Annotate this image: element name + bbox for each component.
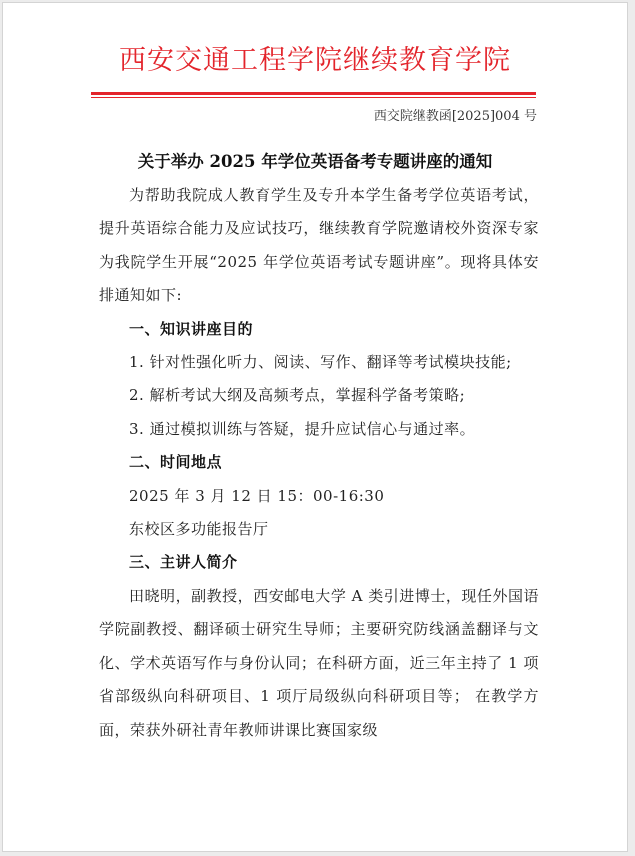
event-time: 2025 年 3 月 12 日 15：00-16:30 (129, 486, 385, 505)
org-title: 西安交通工程学院继续教育学院 (119, 45, 511, 76)
intro-paragraph: 为帮助我院成人教育学生及专升本学生备考学位英语考试，提升英语综合能力及应试技巧，继续教育学院邀请校外资深专家为我院学生开展“2025 年学位英语考试专题讲座”。现将具体安排通知如下: (99, 186, 539, 305)
document-page (2, 2, 628, 852)
notice-title: 关于举办 2025 年学位英语备考专题讲座的通知 (137, 152, 493, 171)
list-item: 3. 通过模拟训练与答疑，提升应试信心与通过率。 (129, 419, 476, 438)
header-rule-thick (91, 92, 536, 95)
event-location: 东校区多功能报告厅 (129, 520, 269, 539)
notice-body (99, 179, 539, 747)
document-number: 西交院继教函[2025]004 号 (373, 109, 537, 124)
section1-heading: 一、知识讲座目的 (129, 319, 254, 338)
list-item: 2. 解析考试大纲及高频考点，掌握科学备考策略; (129, 386, 466, 405)
section3-heading: 三、主讲人简介 (129, 553, 238, 572)
speaker-bio: 田晓明，副教授，西安邮电大学 A 类引进博士，现任外国语学院副教授、翻译硕士研究生导师；主要研究防线涵盖翻译与文化、学术英语写作与身份认同；在科研方面，近三年主持了 1 项省部级纵向科研项目、1 项厅局级纵向科研项目等； 在教学方面，荣获外研社青年教师讲课比赛国家级 (99, 586, 539, 739)
header-rule-thin (91, 97, 536, 98)
list-item: 1. 针对性强化听力、阅读、写作、翻译等考试模块技能; (129, 353, 512, 372)
section2-heading: 二、时间地点 (129, 453, 223, 472)
